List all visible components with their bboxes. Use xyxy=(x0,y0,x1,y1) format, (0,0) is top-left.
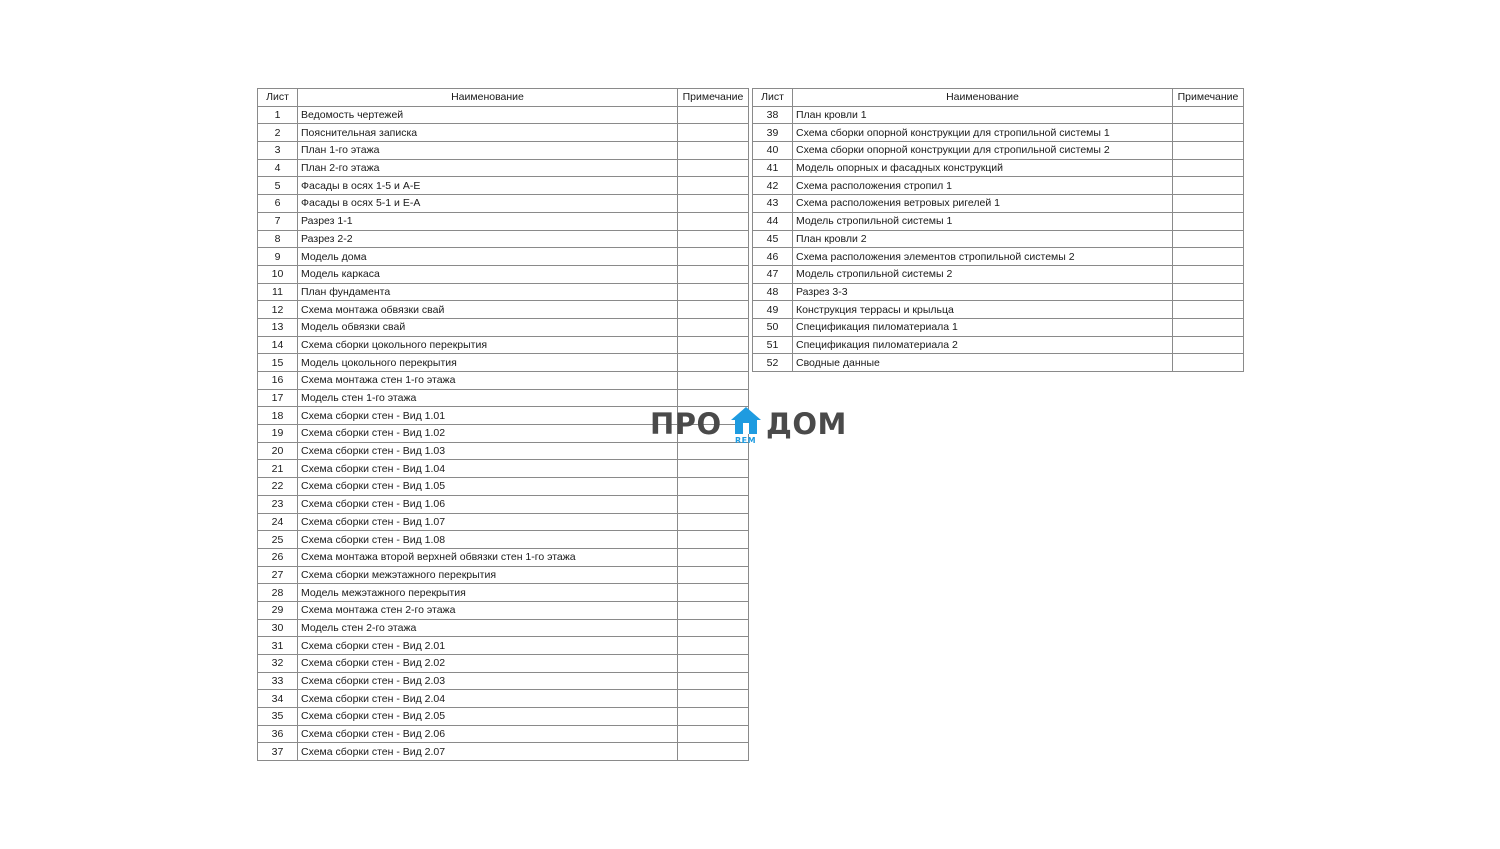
sheet-name-cell: Схема сборки стен - Вид 1.01 xyxy=(298,407,678,425)
sheet-name-cell: Модель межэтажного перекрытия xyxy=(298,584,678,602)
sheet-note-cell xyxy=(678,142,749,160)
sheet-number-cell: 8 xyxy=(258,230,298,248)
sheet-note-cell xyxy=(1173,301,1244,319)
sheet-name-cell: План 1-го этажа xyxy=(298,142,678,160)
sheet-note-cell xyxy=(678,478,749,496)
sheet-note-cell xyxy=(678,265,749,283)
sheet-number-cell: 6 xyxy=(258,195,298,213)
sheet-name-cell: Схема сборки стен - Вид 2.06 xyxy=(298,725,678,743)
sheet-name-cell: Модель стен 1-го этажа xyxy=(298,389,678,407)
sheet-name-cell: Модель цокольного перекрытия xyxy=(298,354,678,372)
sheet-name-cell: План кровли 2 xyxy=(793,230,1173,248)
sheet-name-cell: Схема сборки стен - Вид 2.07 xyxy=(298,743,678,761)
header-sheet: Лист xyxy=(753,89,793,107)
table-row xyxy=(258,354,749,372)
logo-word-pro: ПРО xyxy=(650,407,722,441)
sheet-note-cell xyxy=(1173,283,1244,301)
sheet-name-cell: Конструкция террасы и крыльца xyxy=(793,301,1173,319)
table-row xyxy=(753,212,1244,230)
sheet-name-cell: Схема расположения стропил 1 xyxy=(793,177,1173,195)
table-row xyxy=(753,195,1244,213)
sheet-name-cell: Разрез 3-3 xyxy=(793,283,1173,301)
sheet-number-cell: 15 xyxy=(258,354,298,372)
sheet-number-cell: 48 xyxy=(753,283,793,301)
table-row xyxy=(258,265,749,283)
sheet-note-cell xyxy=(1173,230,1244,248)
pro-dom-logo xyxy=(650,404,850,446)
table-row xyxy=(753,124,1244,142)
sheet-name-cell: Схема расположения элементов стропильной системы 2 xyxy=(793,248,1173,266)
sheet-number-cell: 46 xyxy=(753,248,793,266)
sheet-name-cell: Модель опорных и фасадных конструкций xyxy=(793,159,1173,177)
table-row xyxy=(753,318,1244,336)
table-row xyxy=(753,248,1244,266)
sheet-name-cell: Фасады в осях 5-1 и Е-А xyxy=(298,195,678,213)
sheet-number-cell: 33 xyxy=(258,672,298,690)
sheet-number-cell: 23 xyxy=(258,495,298,513)
sheet-name-cell: Схема сборки стен - Вид 2.04 xyxy=(298,690,678,708)
sheet-number-cell: 13 xyxy=(258,318,298,336)
sheet-name-cell: Схема монтажа второй верхней обвязки стен 1-го этажа xyxy=(298,548,678,566)
sheet-note-cell xyxy=(678,690,749,708)
sheet-number-cell: 7 xyxy=(258,212,298,230)
sheet-number-cell: 11 xyxy=(258,283,298,301)
sheet-name-cell: Схема сборки стен - Вид 2.03 xyxy=(298,672,678,690)
table-row xyxy=(258,372,749,390)
sheet-number-cell: 25 xyxy=(258,531,298,549)
sheet-number-cell: 17 xyxy=(258,389,298,407)
table-row xyxy=(258,743,749,761)
sheet-note-cell xyxy=(678,336,749,354)
sheet-number-cell: 35 xyxy=(258,708,298,726)
sheet-name-cell: Схема сборки стен - Вид 2.05 xyxy=(298,708,678,726)
sheet-note-cell xyxy=(678,743,749,761)
sheet-number-cell: 34 xyxy=(258,690,298,708)
sheet-number-cell: 26 xyxy=(258,548,298,566)
sheet-number-cell: 44 xyxy=(753,212,793,230)
sheet-note-cell xyxy=(1173,248,1244,266)
sheet-note-cell xyxy=(1173,212,1244,230)
sheet-note-cell xyxy=(1173,265,1244,283)
table-row xyxy=(258,283,749,301)
sheet-name-cell: Разрез 2-2 xyxy=(298,230,678,248)
sheet-note-cell xyxy=(678,548,749,566)
sheet-note-cell xyxy=(678,354,749,372)
sheet-name-cell: Сводные данные xyxy=(793,354,1173,372)
table-row xyxy=(753,265,1244,283)
sheet-name-cell: План фундамента xyxy=(298,283,678,301)
sheet-name-cell: Схема сборки стен - Вид 1.05 xyxy=(298,478,678,496)
sheet-note-cell xyxy=(678,725,749,743)
logo-subtext: REM xyxy=(735,436,757,445)
sheet-number-cell: 21 xyxy=(258,460,298,478)
sheet-number-cell: 39 xyxy=(753,124,793,142)
table-row xyxy=(258,725,749,743)
sheet-number-cell: 37 xyxy=(258,743,298,761)
table-row xyxy=(258,336,749,354)
header-note: Примечание xyxy=(678,89,749,107)
table-row xyxy=(753,177,1244,195)
table-row xyxy=(258,177,749,195)
sheet-number-cell: 50 xyxy=(753,318,793,336)
sheet-number-cell: 19 xyxy=(258,425,298,443)
sheet-note-cell xyxy=(678,601,749,619)
table-row xyxy=(258,495,749,513)
sheet-number-cell: 30 xyxy=(258,619,298,637)
sheet-name-cell: Схема сборки стен - Вид 2.02 xyxy=(298,655,678,673)
sheet-number-cell: 47 xyxy=(753,265,793,283)
sheet-name-cell: Схема сборки стен - Вид 1.02 xyxy=(298,425,678,443)
sheet-note-cell xyxy=(1173,159,1244,177)
sheet-note-cell xyxy=(678,372,749,390)
sheet-number-cell: 12 xyxy=(258,301,298,319)
table-row xyxy=(753,283,1244,301)
sheet-name-cell: Схема сборки опорной конструкции для стропильной системы 2 xyxy=(793,142,1173,160)
table-row xyxy=(258,619,749,637)
sheet-number-cell: 36 xyxy=(258,725,298,743)
sheet-number-cell: 27 xyxy=(258,566,298,584)
sheet-name-cell: Схема сборки стен - Вид 1.07 xyxy=(298,513,678,531)
sheet-number-cell: 16 xyxy=(258,372,298,390)
sheet-note-cell xyxy=(678,584,749,602)
table-row xyxy=(753,106,1244,124)
sheet-number-cell: 45 xyxy=(753,230,793,248)
table-header-row xyxy=(753,89,1244,107)
sheet-note-cell xyxy=(678,531,749,549)
sheet-number-cell: 40 xyxy=(753,142,793,160)
table-row xyxy=(258,531,749,549)
sheet-name-cell: Разрез 1-1 xyxy=(298,212,678,230)
sheet-note-cell xyxy=(678,283,749,301)
sheet-number-cell: 31 xyxy=(258,637,298,655)
table-row xyxy=(258,142,749,160)
table-row xyxy=(753,159,1244,177)
sheet-name-cell: Схема сборки стен - Вид 1.03 xyxy=(298,442,678,460)
sheet-note-cell xyxy=(1173,195,1244,213)
sheet-name-cell: Схема сборки стен - Вид 1.04 xyxy=(298,460,678,478)
sheet-note-cell xyxy=(678,655,749,673)
sheet-note-cell xyxy=(678,230,749,248)
sheet-name-cell: Ведомость чертежей xyxy=(298,106,678,124)
sheet-number-cell: 5 xyxy=(258,177,298,195)
table-row xyxy=(258,708,749,726)
table-body-right xyxy=(753,106,1244,371)
table-row xyxy=(258,690,749,708)
sheet-name-cell: Схема монтажа стен 1-го этажа xyxy=(298,372,678,390)
table-row xyxy=(258,212,749,230)
table-row xyxy=(258,230,749,248)
sheet-note-cell xyxy=(1173,336,1244,354)
sheet-number-cell: 43 xyxy=(753,195,793,213)
house-icon xyxy=(730,406,762,436)
sheet-number-cell: 18 xyxy=(258,407,298,425)
sheet-number-cell: 38 xyxy=(753,106,793,124)
table-row xyxy=(258,460,749,478)
sheet-number-cell: 51 xyxy=(753,336,793,354)
sheet-name-cell: Схема сборки цокольного перекрытия xyxy=(298,336,678,354)
table-row xyxy=(258,513,749,531)
sheet-number-cell: 20 xyxy=(258,442,298,460)
table-row xyxy=(753,142,1244,160)
table-row xyxy=(258,159,749,177)
header-note: Примечание xyxy=(1173,89,1244,107)
table-row xyxy=(258,318,749,336)
sheet-number-cell: 3 xyxy=(258,142,298,160)
sheet-name-cell: Схема сборки стен - Вид 2.01 xyxy=(298,637,678,655)
table-row xyxy=(258,601,749,619)
sheet-note-cell xyxy=(678,195,749,213)
table-row xyxy=(258,301,749,319)
sheet-name-cell: Схема монтажа обвязки свай xyxy=(298,301,678,319)
sheet-note-cell xyxy=(678,637,749,655)
sheet-name-cell: Схема расположения ветровых ригелей 1 xyxy=(793,195,1173,213)
table-row xyxy=(753,230,1244,248)
sheet-note-cell xyxy=(1173,142,1244,160)
sheet-name-cell: Пояснительная записка xyxy=(298,124,678,142)
sheet-note-cell xyxy=(678,566,749,584)
table-row xyxy=(258,124,749,142)
sheet-name-cell: Схема сборки стен - Вид 1.06 xyxy=(298,495,678,513)
sheet-number-cell: 1 xyxy=(258,106,298,124)
sheet-name-cell: Модель стен 2-го этажа xyxy=(298,619,678,637)
table-row xyxy=(753,336,1244,354)
sheet-note-cell xyxy=(1173,354,1244,372)
table-header-row xyxy=(258,89,749,107)
sheet-note-cell xyxy=(1173,124,1244,142)
table-row xyxy=(258,106,749,124)
sheet-number-cell: 49 xyxy=(753,301,793,319)
sheet-note-cell xyxy=(678,495,749,513)
sheet-number-cell: 14 xyxy=(258,336,298,354)
sheet-name-cell: План кровли 1 xyxy=(793,106,1173,124)
sheet-name-cell: Модель дома xyxy=(298,248,678,266)
sheet-note-cell xyxy=(678,106,749,124)
sheet-note-cell xyxy=(678,177,749,195)
sheet-name-cell: Спецификация пиломатериала 1 xyxy=(793,318,1173,336)
sheet-note-cell xyxy=(678,159,749,177)
sheet-note-cell xyxy=(678,124,749,142)
sheet-note-cell xyxy=(678,513,749,531)
table-row xyxy=(258,548,749,566)
sheet-number-cell: 9 xyxy=(258,248,298,266)
sheet-number-cell: 28 xyxy=(258,584,298,602)
sheet-note-cell xyxy=(678,318,749,336)
sheet-note-cell xyxy=(678,708,749,726)
sheet-name-cell: Модель стропильной системы 2 xyxy=(793,265,1173,283)
sheet-name-cell: Модель каркаса xyxy=(298,265,678,283)
sheet-number-cell: 22 xyxy=(258,478,298,496)
sheet-name-cell: Спецификация пиломатериала 2 xyxy=(793,336,1173,354)
table-row xyxy=(258,637,749,655)
sheet-name-cell: Схема сборки межэтажного перекрытия xyxy=(298,566,678,584)
sheet-number-cell: 29 xyxy=(258,601,298,619)
sheet-name-cell: Модель стропильной системы 1 xyxy=(793,212,1173,230)
sheet-number-cell: 2 xyxy=(258,124,298,142)
table-row xyxy=(258,248,749,266)
sheet-name-cell: План 2-го этажа xyxy=(298,159,678,177)
sheet-note-cell xyxy=(1173,318,1244,336)
table-row xyxy=(258,672,749,690)
header-sheet: Лист xyxy=(258,89,298,107)
table-row xyxy=(258,566,749,584)
sheet-note-cell xyxy=(678,301,749,319)
header-name: Наименование xyxy=(298,89,678,107)
table-row xyxy=(753,301,1244,319)
table-row xyxy=(258,478,749,496)
sheet-number-cell: 10 xyxy=(258,265,298,283)
sheet-note-cell xyxy=(678,460,749,478)
sheet-number-cell: 32 xyxy=(258,655,298,673)
table-row xyxy=(258,195,749,213)
table-row xyxy=(258,584,749,602)
sheet-name-cell: Схема сборки опорной конструкции для стропильной системы 1 xyxy=(793,124,1173,142)
sheet-name-cell: Схема сборки стен - Вид 1.08 xyxy=(298,531,678,549)
logo-word-dom: ДОМ xyxy=(766,407,847,441)
sheet-note-cell xyxy=(678,248,749,266)
header-name: Наименование xyxy=(793,89,1173,107)
sheet-name-cell: Схема монтажа стен 2-го этажа xyxy=(298,601,678,619)
sheet-note-cell xyxy=(678,619,749,637)
sheet-number-cell: 41 xyxy=(753,159,793,177)
sheet-note-cell xyxy=(678,212,749,230)
sheet-number-cell: 24 xyxy=(258,513,298,531)
drawings-list-table-right xyxy=(752,88,1244,372)
sheet-number-cell: 42 xyxy=(753,177,793,195)
sheet-note-cell xyxy=(1173,177,1244,195)
sheet-name-cell: Фасады в осях 1-5 и А-Е xyxy=(298,177,678,195)
sheet-note-cell xyxy=(678,672,749,690)
sheet-number-cell: 52 xyxy=(753,354,793,372)
sheet-name-cell: Модель обвязки свай xyxy=(298,318,678,336)
sheet-note-cell xyxy=(1173,106,1244,124)
sheet-number-cell: 4 xyxy=(258,159,298,177)
table-row xyxy=(753,354,1244,372)
table-row xyxy=(258,655,749,673)
